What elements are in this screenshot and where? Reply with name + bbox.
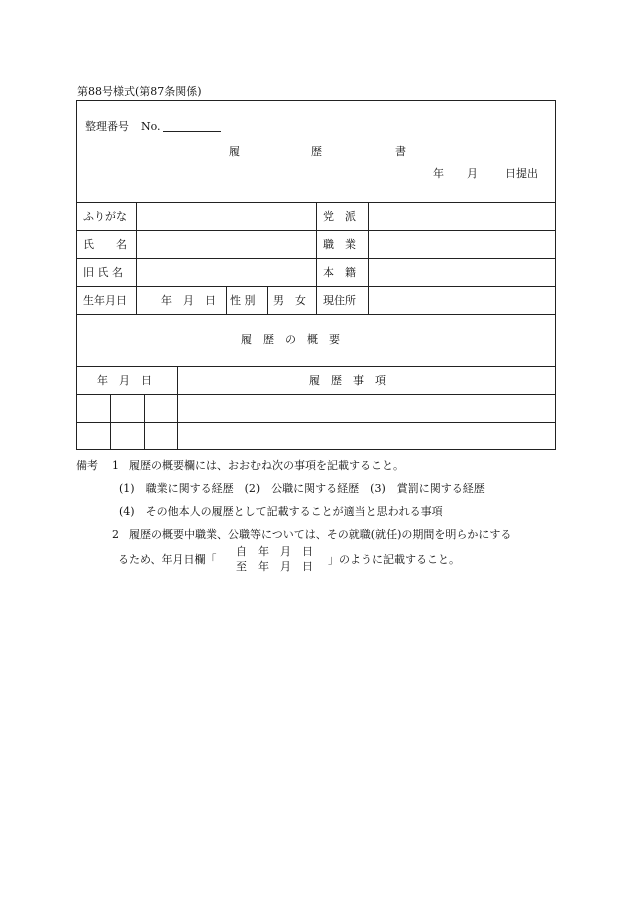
rule	[77, 314, 555, 315]
submit-day: 日提出	[505, 167, 538, 180]
furigana-label: ふりがな	[83, 210, 127, 223]
control-number-field[interactable]	[141, 121, 221, 132]
party-label: 党 派	[323, 210, 356, 223]
resume-form-table	[76, 100, 556, 450]
note-2-line-2-post: 」のように記載すること。	[328, 553, 460, 566]
title-char-2: 歴	[311, 145, 322, 158]
birthdate-label: 生年月日	[83, 294, 127, 307]
rule	[110, 394, 111, 450]
note-1-number: 1	[112, 459, 119, 472]
note-1-sub-1: (1) 職業に関する経歴 (2) 公職に関する経歴 (3) 賞罰に関する経歴	[119, 482, 485, 495]
title-char-3: 書	[395, 145, 406, 158]
rule	[368, 202, 369, 314]
address-label: 現住所	[323, 294, 356, 307]
note-2-number: 2	[112, 528, 119, 541]
note-1-sub-2: (4) その他本人の履歴として記載することが適当と思われる事項	[119, 505, 443, 518]
sex-label: 性 別	[230, 294, 256, 307]
occupation-label: 職 業	[323, 238, 356, 251]
note-2-to: 至 年 月 日	[236, 560, 313, 573]
submit-month: 月	[467, 167, 478, 180]
title-char-1: 履	[229, 145, 240, 158]
rule	[77, 394, 555, 395]
birth-ymd: 年 月 日	[161, 294, 216, 307]
name-label: 氏 名	[83, 238, 127, 251]
note-1-text: 履歴の概要欄には、おおむね次の事項を記載すること。	[129, 459, 404, 472]
form-number-label: 第88号様式(第87条関係)	[77, 85, 202, 98]
rule	[136, 286, 137, 314]
rule	[267, 286, 268, 314]
note-2-line-2-pre: るため、年月日欄「	[118, 553, 217, 566]
former-name-label: 旧 氏 名	[83, 266, 123, 279]
notes-prefix: 備考	[76, 459, 98, 472]
rule	[226, 286, 227, 314]
col-items-header: 履 歴 事 項	[309, 374, 386, 387]
submit-year: 年	[433, 167, 444, 180]
sex-options: 男 女	[273, 294, 306, 307]
rule	[77, 422, 555, 423]
note-2-from: 自 年 月 日	[236, 545, 313, 558]
rule	[316, 202, 317, 314]
rule	[136, 202, 137, 286]
control-number-label: 整理番号	[85, 120, 129, 133]
control-number-underline	[163, 121, 221, 132]
domicile-label: 本 籍	[323, 266, 356, 279]
rule	[77, 366, 555, 367]
summary-heading: 履 歴 の 概 要	[241, 333, 340, 346]
no-label: No.	[141, 120, 161, 133]
rule	[177, 366, 178, 450]
rule	[144, 394, 145, 450]
note-2-line-1: 履歴の概要中職業、公職等については、その就職(就任)の期間を明らかにする	[129, 528, 512, 541]
col-date-header: 年 月 日	[97, 374, 152, 387]
